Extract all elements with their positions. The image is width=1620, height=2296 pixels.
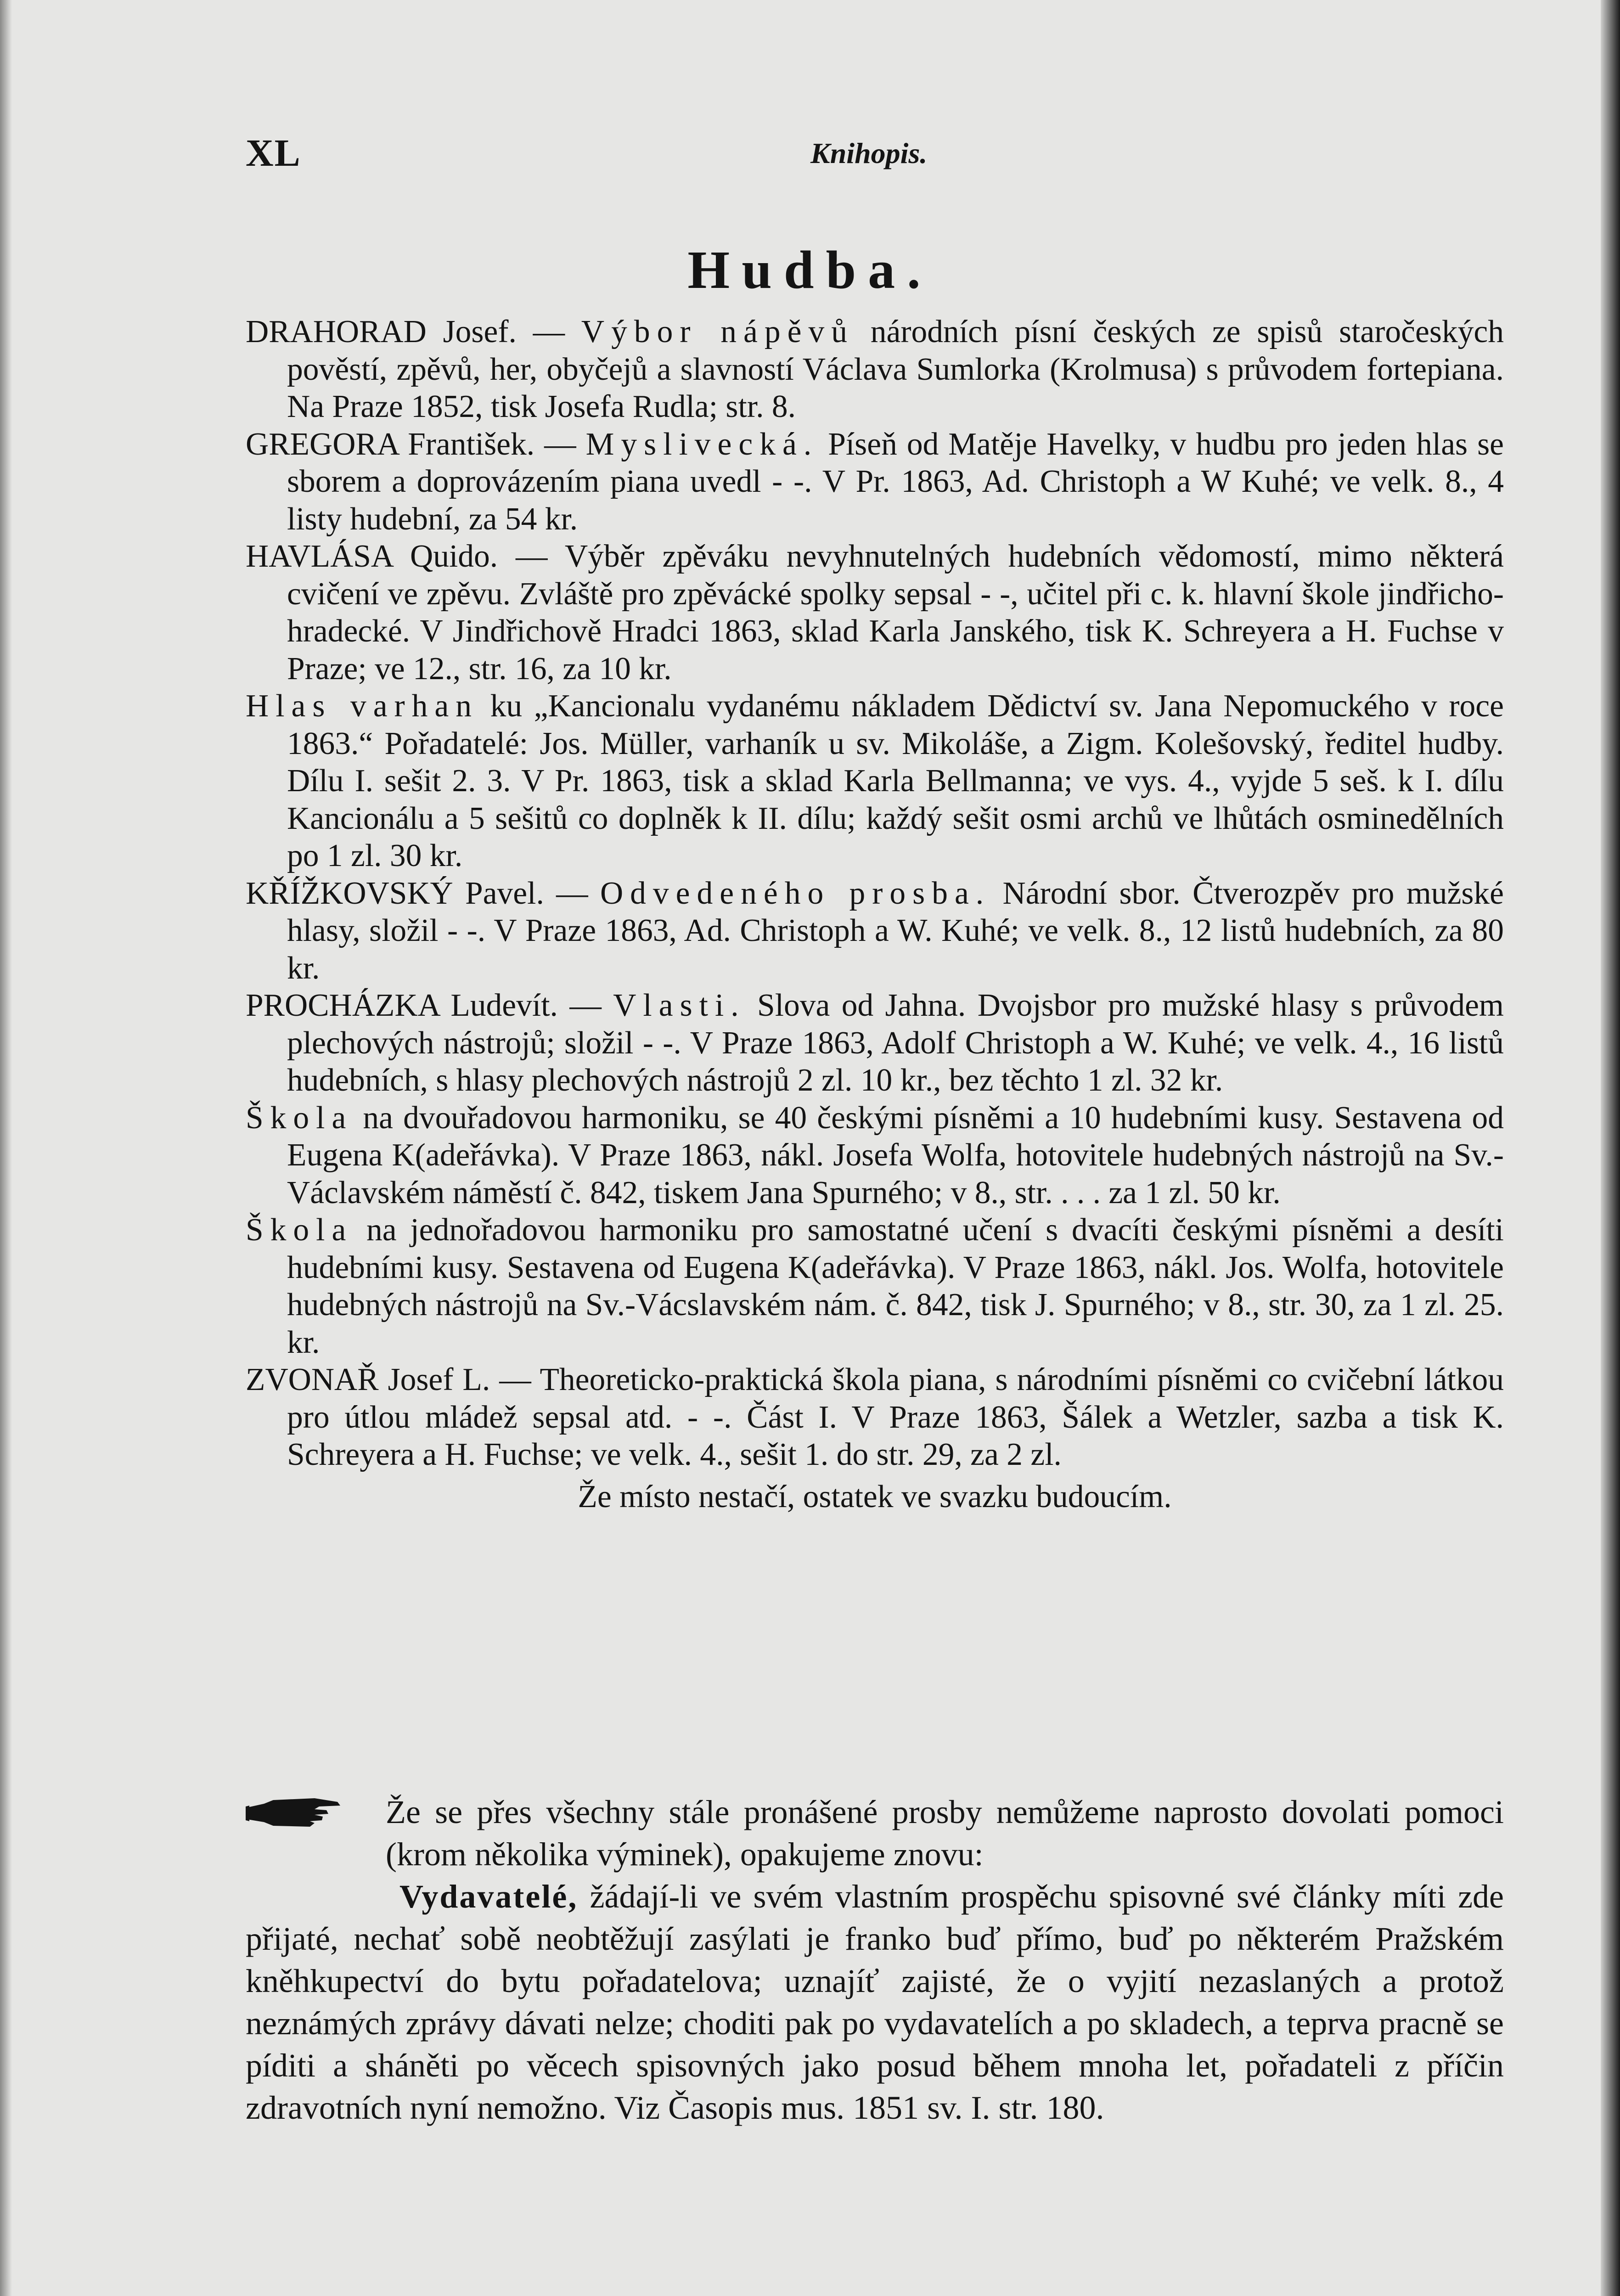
entry-author: ZVONAŘ Josef L. — xyxy=(246,1362,540,1397)
entry-text: na jednořadovou harmoniku pro samostatné učení s dvacíti českými písněmi a desíti hudebními kusy. Sestavena od Eugena K(adeřávka). V Praze 1863, nákl. Jos. Wolfa, hotovitele hudebných nástrojů na Sv.-Vácslavském nám. č. 842, tisk J. Spurného; v 8., str. 30, za 1 zl. 25. kr. xyxy=(287,1212,1504,1360)
notice-bold-lead: Vydavatelé, xyxy=(399,1878,578,1915)
notice-paragraph-1: Že se přes všechny stále pronášené prosby nemůžeme naprosto dovolati pomoci (krom několika výminek), opakujeme znovu: xyxy=(386,1794,1504,1873)
entry-text: Výběr zpěváku nevyhnutelných hudebních vědomostí, mimo některá cvičení ve zpěvu. Zvláště pro zpěvácké spolky sepsal - -, učitel při c. k. hlavní škole jindřicho-hradecké. V Jindřichově Hradci 1863, sklad Karla Janského, tisk K. Schreyera a H. Fuchse v Praze; ve 12., str. 16, za 10 kr. xyxy=(287,539,1504,687)
page-number: XL xyxy=(246,132,301,174)
entry-title: Škola xyxy=(246,1212,353,1248)
entry-havlasa xyxy=(246,538,1504,687)
entry-skola-dvouradovou xyxy=(246,1099,1504,1212)
entry-author: KŘÍŽKOVSKÝ Pavel. — xyxy=(246,875,600,911)
entry-author: HAVLÁSA Quido. — xyxy=(246,539,565,574)
page-edge-shadow-right xyxy=(1601,0,1620,2296)
entry-gregora xyxy=(246,426,1504,538)
editorial-notice xyxy=(246,1791,1504,2129)
page-edge-shadow-left xyxy=(0,0,12,2296)
entry-author: PROCHÁZKA Ludevít. — xyxy=(246,988,613,1023)
entry-title: Vlasti. xyxy=(613,988,746,1023)
entry-skola-jednoradovou xyxy=(246,1211,1504,1361)
bibliography-list xyxy=(246,313,1504,1515)
entry-title: Myslivecká. xyxy=(585,426,819,462)
entry-text: národních písní českých ze spisů staročeských pověstí, zpěvů, her, obyčejů a slavností Václava Sumlorka (Krolmusa) s průvodem fortepiana. Na Praze 1852, tisk Josefa Rudla; str. 8. xyxy=(287,314,1504,424)
entry-text: Píseň od Matěje Havelky, v hudbu pro jeden hlas se sborem a doprovázením piana uvedl - -. V Pr. 1863, Ad. Christoph a W Kuhé; ve velk. 8., 4 listy hudební, za 54 kr. xyxy=(287,426,1504,537)
notice-paragraph-2 xyxy=(246,1875,1504,2129)
section-title: Hudba. xyxy=(687,240,933,300)
entry-author: GREGORA František. — xyxy=(246,426,586,462)
entry-zvonar xyxy=(246,1361,1504,1474)
entry-title: Škola xyxy=(246,1100,353,1136)
entry-krizkovsky xyxy=(246,875,1504,987)
entry-title: Výbor nápěvů xyxy=(581,314,854,349)
entry-hlas-varhan xyxy=(246,687,1504,875)
notice-paragraph-2-text: žádají-li ve svém vlastním prospěchu spisovné své články míti zde přijaté, nechať sobě neobtěžují zasýlati je franko buď přímo, buď po některém Pražském kněhkupectví do bytu pořadatelova; uznajíť zajisté, že o vyjití nezaslaných a protož neznámých zprávy dávati nelze; choditi pak po vydavatelích a po skladech, a teprva pracně se píditi a sháněti po věcech spisovných jako posud během mnoha let, pořadateli z příčin zdravotních nyní nemožno. Viz Časopis mus. 1851 sv. I. str. 180. xyxy=(246,1878,1504,2126)
entry-title: Hlas varhan xyxy=(246,688,479,724)
entry-title: Odvedeného prosba. xyxy=(600,875,991,911)
closing-line: Že místo nestačí, ostatek ve svazku budoucím. xyxy=(578,1479,1172,1514)
entry-prochazka xyxy=(246,987,1504,1099)
pointing-hand-icon xyxy=(246,1794,347,1830)
entry-text: na dvouřadovou harmoniku, se 40 českými písněmi a 10 hudebními kusy. Sestavena od Eugena K(adeřávka). V Praze 1863, nákl. Josefa Wolfa, hotovitele hudebných nástrojů na Sv.-Václavském náměstí č. 842, tiskem Jana Spurného; v 8., str. . . . za 1 zl. 50 kr. xyxy=(287,1100,1504,1210)
entry-drahorad xyxy=(246,313,1504,426)
entry-author: DRAHORAD Josef. — xyxy=(246,314,581,349)
entry-text: Národní sbor. Čtverozpěv pro mužské hlasy, složil - -. V Praze 1863, Ad. Christoph a W. Kuhé; ve velk. 8., 12 listů hudebních, za 80 kr. xyxy=(287,875,1504,986)
entry-text: Theoreticko-praktická škola piana, s národními písněmi co cvičební látkou pro útlou mládež sepsal atd. - -. Část I. V Praze 1863, Šálek a Wetzler, sazba a tisk K. Schreyera a H. Fuchse; ve velk. 4., sešit 1. do str. 29, za 2 zl. xyxy=(287,1362,1504,1472)
entry-text: Slova od Jahna. Dvojsbor pro mužské hlasy s průvodem plechových nástrojů; složil - -. V Praze 1863, Adolf Christoph a W. Kuhé; ve velk. 4., 16 listů hudebních, s hlasy plechových nástrojů 2 zl. 10 kr., bez těchto 1 zl. 32 kr. xyxy=(287,988,1504,1098)
entry-text: ku „Kancionalu vydanému nákladem Dědictví sv. Jana Nepomuckého v roce 1863.“ Pořadatelé: Jos. Müller, varhaník u sv. Mikoláše, a Zigm. Kolešovský, ředitel hudby. Dílu I. sešit 2. 3. V Pr. 1863, tisk a sklad Karla Bellmanna; ve vys. 4., vyjde 5 seš. k I. dílu Kancionálu a 5 sešitů co doplněk k II. dílu; každý sešit osmi archů ve lhůtách osminedělních po 1 zl. 30 kr. xyxy=(287,688,1504,873)
running-head: Knihopis. xyxy=(810,137,928,169)
page-header xyxy=(246,131,1502,186)
